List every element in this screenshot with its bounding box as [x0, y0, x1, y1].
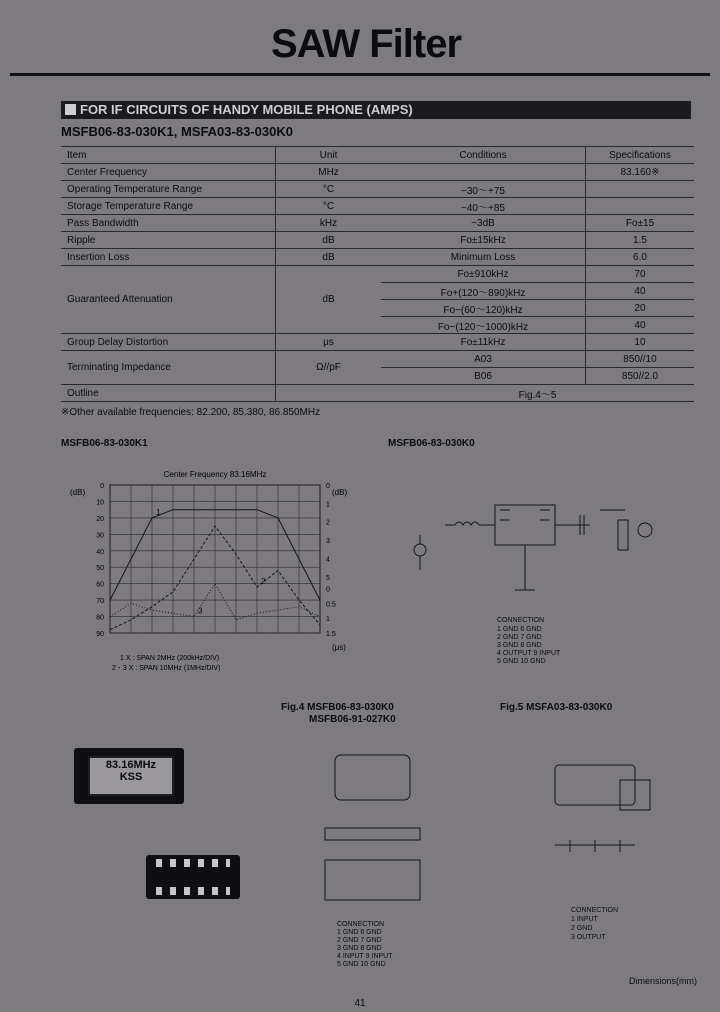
product-pins-top	[156, 859, 230, 867]
cell-spec: 850//2.0	[585, 368, 694, 385]
cell-spec: 40	[585, 283, 694, 300]
fig4-connection-5: 5 GND 10 GND	[337, 961, 386, 968]
square-bullet-icon	[65, 104, 76, 115]
cell-spec: 1.5	[585, 232, 694, 249]
cell-unit: kHz	[276, 215, 382, 232]
left-tick-label: 70	[96, 598, 104, 606]
left-tick-label: 90	[96, 631, 104, 638]
fig4-top-view	[335, 755, 410, 800]
cell-conditions: Fo±910kHz	[381, 266, 585, 283]
fig4-label-2: MSFB06-91-027K0	[309, 714, 396, 725]
fig5-outline-drawing	[515, 740, 675, 880]
fig5-connection-1: 1 INPUT	[571, 916, 598, 923]
cell-item: Outline	[61, 385, 276, 402]
right-axis-unit: (dB)	[332, 488, 348, 497]
page-number: 41	[354, 998, 366, 1009]
cell-spec	[585, 198, 694, 215]
right-axis-unit-2: (μs)	[332, 643, 346, 652]
cell-unit: Ω//pF	[276, 351, 382, 385]
saw-filter-block	[495, 505, 555, 545]
input-inductor-icon	[455, 522, 479, 525]
cell-item: Center Frequency	[61, 164, 276, 181]
cell-item: Operating Temperature Range	[61, 181, 276, 198]
cell-unit: MHz	[276, 164, 382, 181]
table-row	[61, 198, 694, 215]
cell-unit: dB	[276, 249, 382, 266]
table-row	[61, 249, 694, 266]
fig-right-connection-title: CONNECTION	[497, 617, 545, 624]
fig5-pin-view	[555, 840, 635, 852]
left-tick-label: 20	[96, 515, 104, 523]
header-unit: Unit	[276, 147, 382, 164]
curve-tag: 1	[156, 507, 161, 517]
table-row	[61, 385, 694, 402]
product-chip-text-top: 83.16MHz	[105, 759, 157, 771]
cell-conditions: −30〜+75	[381, 181, 585, 198]
fig-left-label: MSFB06-83-030K1	[61, 438, 148, 449]
right-tick-label: 3	[326, 538, 330, 546]
cell-spec	[585, 181, 694, 198]
fig5-top-view	[555, 765, 635, 805]
cell-conditions: −3dB	[381, 215, 585, 232]
fig5-label: Fig.5 MSFA03-83-030K0	[500, 702, 613, 713]
fig4-connection-1: 1 GND 6 GND	[337, 929, 382, 936]
cell-spec: 10	[585, 334, 694, 351]
curve-tag: 3	[198, 606, 203, 616]
cell-unit: °C	[276, 181, 382, 198]
footnote: ※Other available frequencies: 82.200, 85.380, 86.850MHz	[61, 407, 321, 418]
cell-conditions: Fo+(120〜890)kHz	[381, 283, 585, 300]
meter-icon	[638, 523, 652, 537]
right-tick-label-2: 0.5	[326, 601, 336, 609]
table-row	[61, 164, 694, 181]
fig-right-connection-1: 1 GND 6 GND	[497, 626, 542, 633]
chart-legend-1: 1 X : SPAN 2MHz (200kHz/DIV)	[120, 655, 220, 662]
cell-unit: dB	[276, 266, 382, 334]
curve-tag-group	[156, 508, 266, 616]
signal-source-icon	[414, 544, 426, 556]
cell-spec: 83.160※	[585, 164, 694, 181]
cell-conditions: −40〜+85	[381, 198, 585, 215]
cell-item: Guaranteed Attenuation	[61, 266, 276, 334]
cell-item: Pass Bandwidth	[61, 215, 276, 232]
fig4-label-1: Fig.4 MSFB06-83-030K0	[281, 702, 394, 713]
left-tick-label: 0	[100, 483, 104, 490]
cell-spec: 70	[585, 266, 694, 283]
ground-wire	[515, 545, 535, 590]
load-resistor-icon	[618, 520, 628, 550]
section-heading	[61, 101, 691, 119]
fig4-connection-2: 2 GND 7 GND	[337, 937, 382, 944]
fig4-connection-3: 3 GND 8 GND	[337, 945, 382, 952]
table-row	[61, 266, 694, 283]
cell-spec: 850//10	[585, 351, 694, 368]
cell-item: Storage Temperature Range	[61, 198, 276, 215]
left-tick-label: 60	[96, 581, 104, 589]
chart-legend-2: 2・3 X : SPAN 10MHz (1MHz/DIV)	[112, 665, 221, 672]
left-tick-label: 50	[96, 565, 104, 573]
table-row	[61, 181, 694, 198]
table-row	[61, 334, 694, 351]
cell-item: Insertion Loss	[61, 249, 276, 266]
table-row	[61, 351, 694, 368]
saw-filter-pins	[500, 510, 550, 520]
right-tick-label: 5	[326, 574, 330, 582]
cell-conditions: Minimum Loss	[381, 249, 585, 266]
fig5-connection-2: 2 GND	[571, 925, 593, 932]
fig4-bottom-view	[325, 860, 420, 900]
cell-spec: 40	[585, 317, 694, 334]
right-tick-label: 1	[326, 501, 330, 509]
test-circuit-diagram	[400, 480, 680, 600]
cell-conditions: Fo−(60〜120)kHz	[381, 300, 585, 317]
spec-table	[61, 146, 694, 402]
table-row	[61, 215, 694, 232]
left-axis-unit: (dB)	[70, 488, 86, 497]
fig4-outline-drawing	[300, 740, 450, 925]
cell-spec: 20	[585, 300, 694, 317]
fig-right-connection-4: 4 OUTPUT 9 INPUT	[497, 650, 561, 657]
left-tick-label: 80	[96, 614, 104, 622]
left-tick-label: 30	[96, 532, 104, 540]
header-conditions: Conditions	[381, 147, 585, 164]
cell-conditions: A03	[381, 351, 585, 368]
dimensions-note: Dimensions(mm)	[629, 976, 698, 986]
cell-conditions	[381, 164, 585, 181]
fig-right-connection-2: 2 GND 7 GND	[497, 634, 542, 641]
table-row	[61, 232, 694, 249]
fig-right-label: MSFB06-83-030K0	[388, 438, 475, 449]
cell-spec: 6.0	[585, 249, 694, 266]
right-tick-label-2: 1.5	[326, 631, 336, 638]
product-pins-bottom	[156, 887, 230, 895]
table-header-row	[61, 147, 694, 164]
fig5-connection-title: CONNECTION	[571, 907, 619, 914]
cell-conditions: Fo±15kHz	[381, 232, 585, 249]
cell-unit: μs	[276, 334, 382, 351]
chart-grid	[110, 485, 320, 633]
fig-right-connection-5: 5 GND 10 GND	[497, 658, 546, 665]
product-photo-bottom	[146, 855, 240, 899]
cell-conditions: Fig.4〜5	[381, 385, 694, 402]
model-numbers: MSFB06-83-030K1, MSFA03-83-030K0	[61, 124, 293, 139]
cell-unit	[276, 385, 382, 402]
right-tick-label: 2	[326, 519, 330, 527]
right-tick-label: 4	[326, 556, 330, 564]
right-tick-label-2: 1	[326, 616, 330, 624]
left-tick-label: 40	[96, 548, 104, 556]
cell-spec: Fo±15	[585, 215, 694, 232]
cell-item: Group Delay Distortion	[61, 334, 276, 351]
fig4-connection-4: 4 INPUT 9 INPUT	[337, 953, 393, 960]
product-photo-top	[74, 748, 184, 804]
product-chip-text-bottom: KSS	[119, 771, 143, 783]
header-item: Item	[61, 147, 276, 164]
fig4-side-view	[325, 828, 420, 840]
left-tick-group	[96, 483, 104, 638]
cell-conditions: B06	[381, 368, 585, 385]
cell-unit: dB	[276, 232, 382, 249]
cell-item: Terminating Impedance	[61, 351, 276, 385]
section-heading-text: FOR IF CIRCUITS OF HANDY MOBILE PHONE (AMPS)	[80, 102, 413, 117]
cell-item: Ripple	[61, 232, 276, 249]
curve-tag: 2	[261, 576, 266, 586]
cell-conditions: Fo−(120〜1000)kHz	[381, 317, 585, 334]
cell-conditions: Fo±11kHz	[381, 334, 585, 351]
right-tick-label: 0	[326, 483, 330, 490]
fig5-connection-3: 3 OUTPUT	[571, 934, 606, 941]
fig-right-connection-3: 3 GND 8 GND	[497, 642, 542, 649]
header-specifications: Specifications	[585, 147, 694, 164]
left-tick-label: 10	[96, 499, 104, 507]
product-chip-label-area	[88, 756, 174, 796]
cell-unit: °C	[276, 198, 382, 215]
center-frequency-label: Center Frequency 83.16MHz	[163, 470, 267, 479]
response-chart	[60, 455, 360, 675]
right-tick-group	[326, 483, 336, 638]
fig4-connection-title: CONNECTION	[337, 921, 385, 928]
right-tick-label-2: 0	[326, 586, 330, 594]
title-rule	[10, 73, 710, 76]
